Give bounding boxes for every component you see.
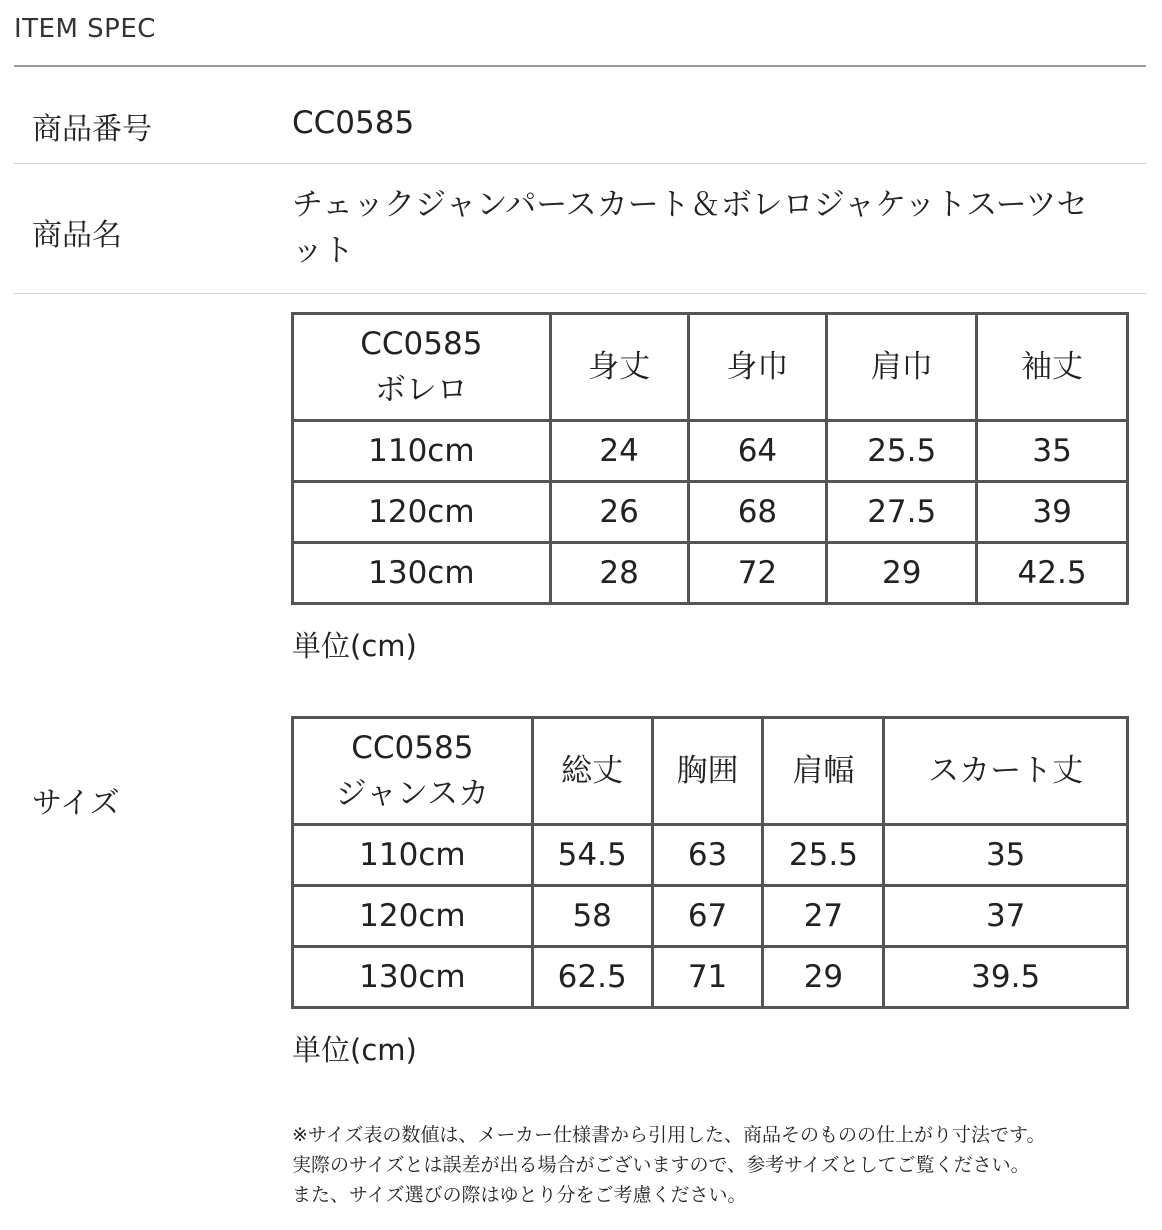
table-cell: 71 — [652, 947, 763, 1008]
table-cell: 29 — [827, 543, 977, 604]
bolero-size-table — [291, 312, 1129, 605]
table-cell: 42.5 — [977, 543, 1128, 604]
table-row — [293, 947, 1128, 1008]
table-header-cell: 袖丈 — [977, 314, 1128, 421]
model-code: CC0585 — [360, 326, 483, 362]
table-header-model — [293, 718, 533, 825]
table-cell: 62.5 — [532, 947, 652, 1008]
table-cell: 27.5 — [827, 482, 977, 543]
table-cell: 39 — [977, 482, 1128, 543]
row-divider — [14, 293, 1146, 294]
title-divider — [14, 65, 1146, 67]
product-name-value — [292, 182, 1087, 274]
table-header-row — [293, 314, 1128, 421]
table-header-cell: 胸囲 — [652, 718, 763, 825]
table-cell: 35 — [977, 421, 1128, 482]
table-header-cell: 肩巾 — [827, 314, 977, 421]
table-size-cell: 130cm — [293, 947, 533, 1008]
product-number-value: CC0585 — [292, 105, 415, 141]
table-cell: 35 — [884, 825, 1128, 886]
table-cell: 28 — [550, 543, 688, 604]
table-cell: 39.5 — [884, 947, 1128, 1008]
table-cell: 67 — [652, 886, 763, 947]
table-header-model — [293, 314, 551, 421]
skirt-unit-note: 単位(cm) — [292, 1033, 417, 1067]
product-number-label: 商品番号 — [32, 112, 152, 147]
table-cell: 25.5 — [827, 421, 977, 482]
table-cell: 68 — [688, 482, 827, 543]
table-row — [293, 421, 1128, 482]
product-name-line-1: チェックジャンパースカート＆ボレロジャケットスーツセ — [292, 187, 1088, 223]
note-line: また、サイズ選びの際はゆとり分をご考慮ください。 — [292, 1184, 747, 1206]
table-row — [293, 886, 1128, 947]
row-divider — [14, 163, 1146, 164]
table-cell: 26 — [550, 482, 688, 543]
note-line: 実際のサイズとは誤差が出る場合がございますので、参考サイズとしてご覧ください。 — [292, 1154, 1030, 1176]
table-size-cell: 120cm — [293, 482, 551, 543]
table-cell: 27 — [763, 886, 884, 947]
product-name-line-2: ット — [292, 233, 354, 269]
model-type: ボレロ — [374, 372, 468, 408]
table-cell: 63 — [652, 825, 763, 886]
table-cell: 37 — [884, 886, 1128, 947]
table-size-cell: 130cm — [293, 543, 551, 604]
table-size-cell: 120cm — [293, 886, 533, 947]
note-line: ※サイズ表の数値は、メーカー仕様書から引用した、商品そのものの仕上がり寸法です。 — [292, 1124, 1046, 1146]
table-header-row — [293, 718, 1128, 825]
table-cell: 64 — [688, 421, 827, 482]
size-label: サイズ — [32, 786, 120, 821]
table-cell: 29 — [763, 947, 884, 1008]
table-header-cell: 身丈 — [550, 314, 688, 421]
table-size-cell: 110cm — [293, 421, 551, 482]
table-size-cell: 110cm — [293, 825, 533, 886]
size-disclaimer — [292, 1120, 1046, 1210]
table-cell: 54.5 — [532, 825, 652, 886]
bolero-unit-note: 単位(cm) — [292, 629, 417, 663]
table-header-cell: 総丈 — [532, 718, 652, 825]
table-cell: 72 — [688, 543, 827, 604]
table-header-cell: 身巾 — [688, 314, 827, 421]
table-header-cell: 肩幅 — [763, 718, 884, 825]
table-cell: 25.5 — [763, 825, 884, 886]
table-cell: 24 — [550, 421, 688, 482]
table-header-cell: スカート丈 — [884, 718, 1128, 825]
model-type: ジャンスカ — [335, 776, 490, 812]
product-name-label: 商品名 — [32, 218, 122, 253]
table-row — [293, 825, 1128, 886]
skirt-size-table — [291, 716, 1129, 1009]
table-row — [293, 482, 1128, 543]
table-cell: 58 — [532, 886, 652, 947]
table-row — [293, 543, 1128, 604]
model-code: CC0585 — [351, 730, 474, 766]
section-title: ITEM SPEC — [14, 14, 156, 44]
